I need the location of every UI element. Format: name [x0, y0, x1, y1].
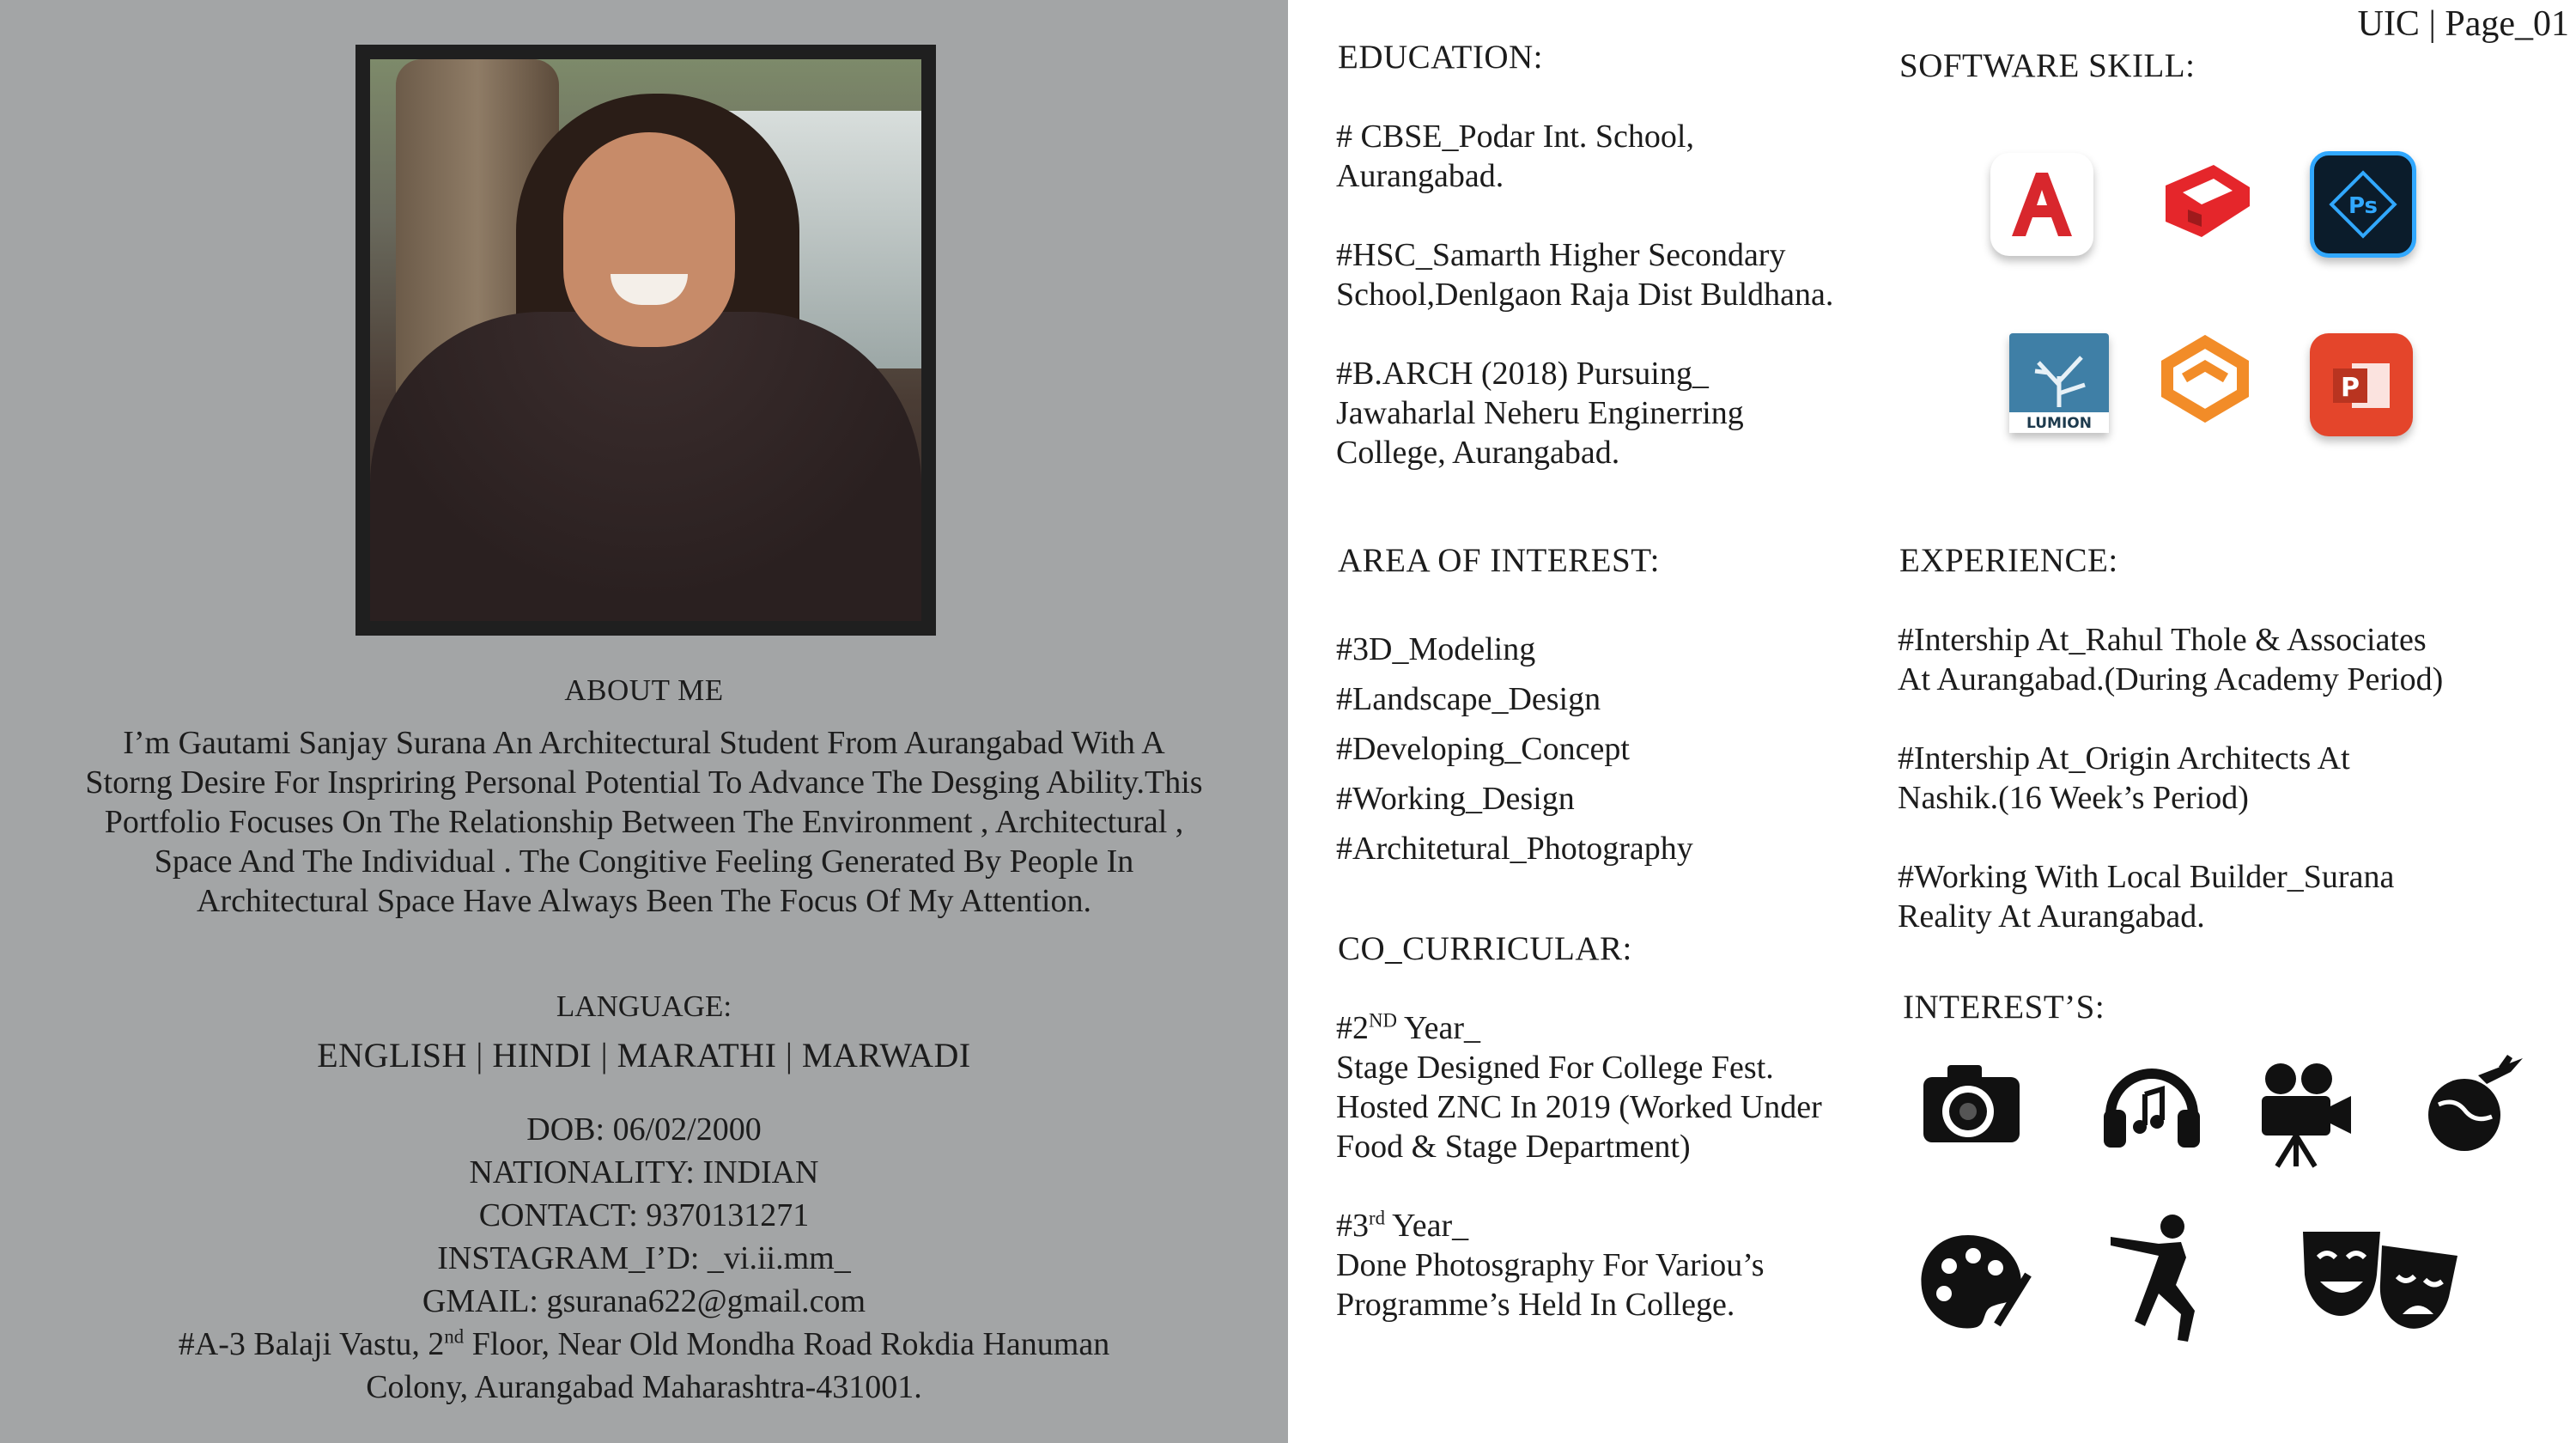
- language-heading: LANGUAGE:: [556, 989, 732, 1023]
- lumion-icon: [2009, 333, 2109, 433]
- dance-icon: [2099, 1208, 2219, 1354]
- nationality-text: NATIONALITY: INDIAN: [469, 1154, 819, 1190]
- contact-text: CONTACT: 9370131271: [478, 1197, 810, 1233]
- list-item: #Architetural_Photography: [1336, 831, 1693, 867]
- enscape-icon: [2154, 330, 2257, 433]
- profile-photo: [370, 59, 921, 621]
- gmail-text: GMAIL: gsurana622@gmail.com: [422, 1283, 866, 1319]
- education-heading: EDUCATION:: [1338, 39, 1543, 76]
- software-skill-heading: SOFTWARE SKILL:: [1899, 47, 2196, 84]
- about-me-heading: ABOUT ME: [564, 673, 724, 707]
- photoshop-icon: [2310, 151, 2416, 258]
- address-line-1: #A-3 Balaji Vastu, 2nd Floor, Near Old Mondha Road Rokdia Hanuman: [178, 1325, 1110, 1362]
- experience-item: #Intership At_Origin Architects At Nashik.(16 Week’s Period): [1898, 740, 2350, 816]
- area-of-interest-list: [1336, 630, 1693, 879]
- headphones-icon: [2092, 1043, 2212, 1163]
- list-item: #Developing_Concept: [1336, 731, 1630, 767]
- dob-text: DOB: 06/02/2000: [526, 1111, 762, 1148]
- camera-icon: [1911, 1043, 2032, 1163]
- education-item: # CBSE_Podar Int. School, Aurangabad.: [1336, 119, 1694, 194]
- education-item: #B.ARCH (2018) Pursuing_ Jawaharlal Neheru Enginerring College, Aurangabad.: [1336, 356, 1744, 471]
- svg-text:P: P: [2341, 373, 2360, 403]
- list-item: #Landscape_Design: [1336, 681, 1601, 717]
- svg-text:LUMION: LUMION: [2026, 415, 2092, 432]
- travel-globe-icon: [2409, 1050, 2530, 1170]
- experience-item: #Intership At_Rahul Thole & Associates At Aurangabad.(During Academy Period): [1898, 622, 2444, 697]
- list-item: #3D_Modeling: [1336, 631, 1536, 667]
- about-me-text: I’m Gautami Sanjay Surana An Architectural Student From Aurangabad With A Storng Desire For Inspriring Personal Potential To Advance The Desging Ability.This Portfolio Focuses On The Relationship Between The Environment , Architectural , Space And The Individual . The Congitive Feeling Generated By People In Architectural Space Have Always Been The Focus Of My Attention.: [85, 725, 1203, 919]
- education-item: #HSC_Samarth Higher Secondary School,Denlgaon Raja Dist Buldhana.: [1336, 237, 1834, 313]
- co-curricular-year-2: #2ND Year_ Stage Designed For College Fest. Hosted ZNC In 2019 (Worked Under Food & Stage Department): [1336, 1009, 1822, 1165]
- personal-details: [52, 1108, 1236, 1409]
- co-curricular-year-3: #3rd Year_ Done Photosgraphy For Variou’s Programme’s Held In College.: [1336, 1207, 1765, 1323]
- page-tag: UIC | Page_01: [2357, 4, 2569, 44]
- powerpoint-icon: [2310, 333, 2413, 436]
- theatre-masks-icon: [2286, 1215, 2475, 1335]
- list-item: #Working_Design: [1336, 781, 1575, 817]
- autocad-icon: [1990, 153, 2093, 256]
- area-of-interest-heading: AREA OF INTEREST:: [1338, 542, 1660, 579]
- co-curricular-heading: CO_CURRICULAR:: [1338, 930, 1632, 967]
- sketchup-icon: [2154, 153, 2257, 256]
- instagram-text: INSTAGRAM_I’D: _vi.ii.mm_: [437, 1240, 851, 1276]
- movie-camera-icon: [2243, 1050, 2363, 1170]
- svg-text:Ps: Ps: [2348, 193, 2379, 219]
- experience-heading: EXPERIENCE:: [1899, 542, 2118, 579]
- experience-item: #Working With Local Builder_Surana Reality At Aurangabad.: [1898, 859, 2395, 935]
- interests-heading: INTEREST’S:: [1903, 989, 2105, 1026]
- paint-palette-icon: [1911, 1223, 2032, 1343]
- language-list: ENGLISH | HINDI | MARATHI | MARWADI: [317, 1036, 971, 1075]
- profile-photo-frame: [355, 45, 936, 636]
- address-line-2: Colony, Aurangabad Maharashtra-431001.: [366, 1369, 922, 1405]
